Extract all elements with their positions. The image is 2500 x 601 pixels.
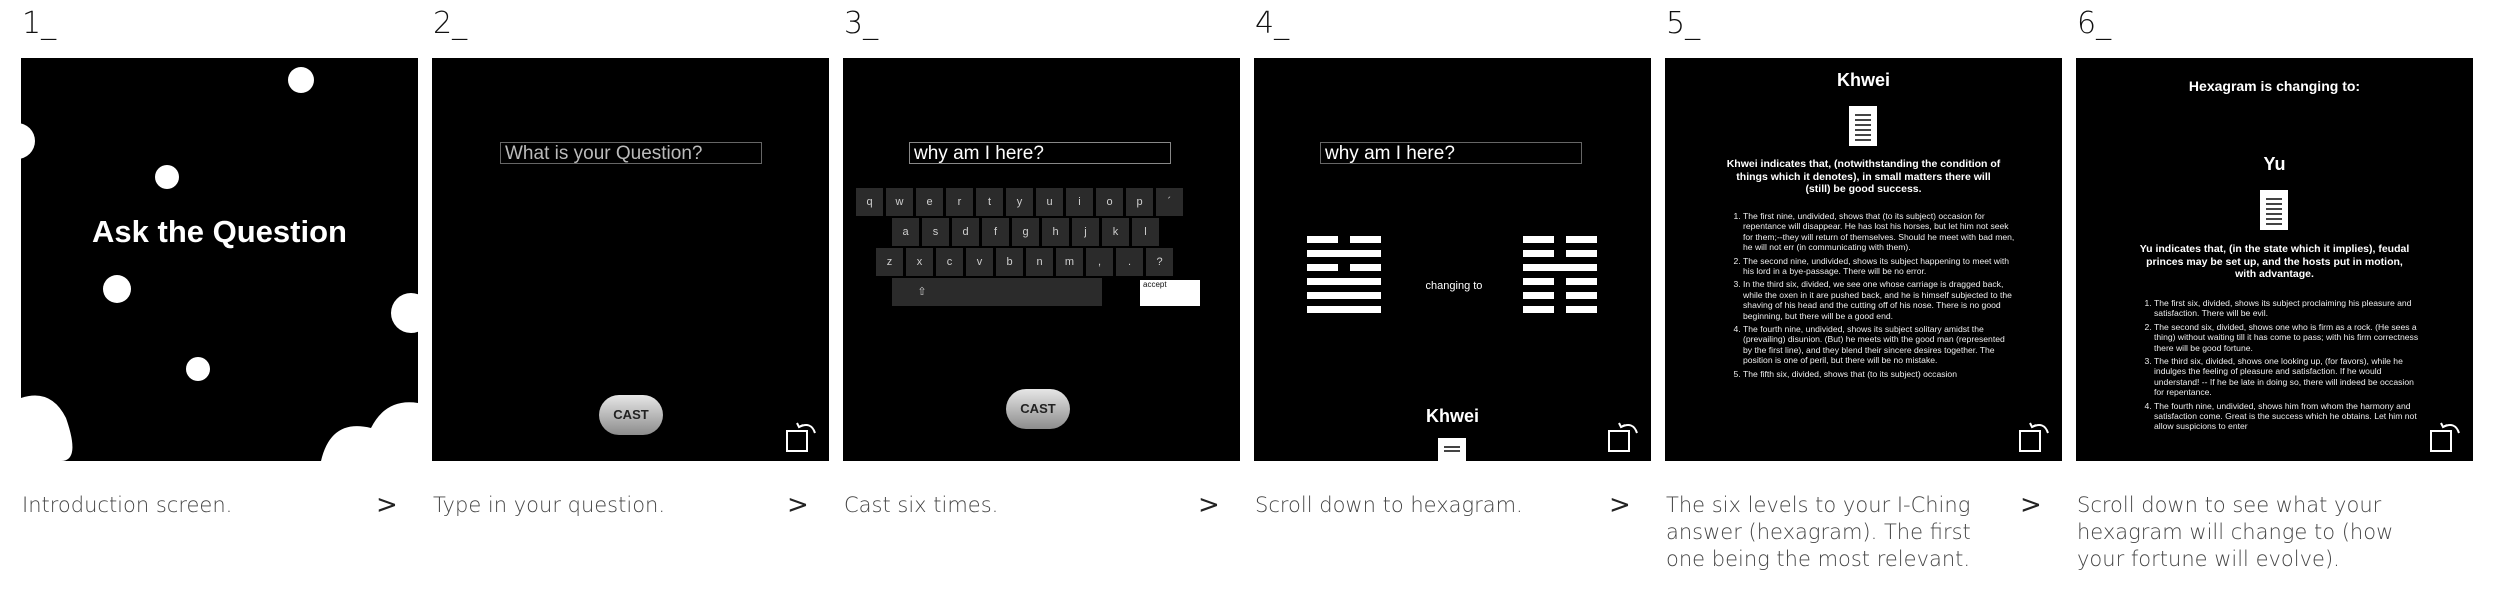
keyboard-key[interactable]: b [996,248,1023,276]
caption-3: Cast six times. [844,493,999,517]
hexagram-summary: Yu indicates that, (in the state which it implies), feudal princes may be set up, and the hosts put in motion, with advantage. [2139,243,2410,280]
caption-6: Scroll down to see what your hexagram will change to (how your fortune will evolve). [2077,493,2394,571]
keyboard-key[interactable]: y [1006,188,1033,216]
line-readings [1725,211,2015,382]
hexagram-screen [1254,58,1651,461]
line-reading-item: 3. In the third six, divided, we see one whose carriage is dragged back, while the oxen in it are pushed back, and he is himself subjected to the shaving of his head and the cutting off of his nose. There is no good beginning, but there will be a good end. [1743,279,2015,321]
keyboard-key[interactable]: i [1066,188,1093,216]
keyboard-key[interactable]: x [906,248,933,276]
keyboard-key[interactable]: k [1102,218,1129,246]
hexagram-title: Khwei [1836,70,1890,90]
caption-5: The six levels to your I-Ching answer (hexagram). The first one being the most relevant. [1666,493,1971,571]
accept-key[interactable]: accept [1140,280,1200,306]
keyboard-key[interactable]: q [856,188,883,216]
line-reading-item: 5. The fifth six, divided, shows that (to its subject) occasion [1743,369,2015,379]
keyboard-key[interactable]: r [946,188,973,216]
keyboard-key[interactable]: j [1072,218,1099,246]
keyboard-key[interactable]: ? [1146,248,1173,276]
line-reading-item: 3. The third six, divided, shows one looking up, (for favors), while he indulges the feeling of pleasure and satisfaction. If he would understand! -- If he be late in doing so, there will indeed be occasion for repentance. [2154,356,2426,398]
keyboard-key[interactable]: z [876,248,903,276]
keyboard-key[interactable]: t [976,188,1003,216]
bubble-background [21,58,418,461]
next-arrow[interactable]: > [376,490,398,520]
line-reading-item: 1. The first six, divided, shows its subject proclaiming his pleasure and satisfaction. There will be evil. [2154,298,2426,319]
keyboard-key[interactable]: . [1116,248,1143,276]
changing-label: changing to [1425,280,1483,292]
panel-number: 5_ [1666,6,1701,41]
keyboard-key[interactable]: , [1086,248,1113,276]
panel-number: 2_ [433,6,468,41]
keyboard-key[interactable]: e [916,188,943,216]
keyboard-key[interactable]: l [1132,218,1159,246]
question-input[interactable]: why am I here? [909,142,1171,164]
next-arrow[interactable]: > [2020,490,2042,520]
line-reading-item: 4. The fourth nine, undivided, shows its subject solitary amidst the (prevailing) disunion. (But) he meets with the good man (represented by the first line), and they blend their sincere desires together. The position is one of peril, but there will be no mistake. [1743,324,2015,366]
keyboard-key[interactable]: d [952,218,979,246]
question-input[interactable]: why am I here? [1320,142,1582,164]
rotate-icon[interactable] [2429,419,2463,453]
keyboard-key[interactable]: a [892,218,919,246]
space-key[interactable] [952,278,1102,306]
hexagram-summary: Khwei indicates that, (notwithstanding the condition of things which it denotes), in small matters there will (still) be good success. [1726,158,2001,195]
caption-2: Type in your question. [433,493,666,517]
keyboard-key[interactable]: f [982,218,1009,246]
next-arrow[interactable]: > [787,490,809,520]
hexagram-card-icon [1438,438,1466,461]
keyboard-key[interactable]: o [1096,188,1123,216]
keyboard-key[interactable]: c [936,248,963,276]
line-reading-item: 1. The first nine, undivided, shows that (to its subject) occasion for repentance will disappear. He has lost his horses, but let him not seek for them;--they will return of themselves. Should he meet with bad men, he will not err (in communicating with them). [1743,211,2015,253]
intro-title: Ask the Question [92,214,347,249]
line-reading-item: 2. The second six, divided, shows one who is firm as a rock. (He sees a thing) without waiting till it has come to pass; with his firm correctness there will be good fortune. [2154,322,2426,353]
keyboard-key[interactable]: ´ [1156,188,1183,216]
rotate-icon[interactable] [2018,419,2052,453]
shift-key[interactable]: ⇧ [892,278,952,306]
hexagram-card-icon [1849,106,1877,146]
keyboard-key[interactable]: p [1126,188,1153,216]
keyboard-key[interactable]: g [1012,218,1039,246]
question-screen [432,58,829,461]
caption-1: Introduction screen. [22,493,233,517]
keyboard-key[interactable]: v [966,248,993,276]
next-arrow[interactable]: > [1198,490,1220,520]
onscreen-keyboard [856,188,1236,318]
cast-screen [843,58,1240,461]
cast-button[interactable]: CAST [1006,389,1070,429]
changing-hexagram [1523,236,1597,320]
rotate-icon[interactable] [1607,419,1641,453]
next-arrow[interactable]: > [1609,490,1631,520]
changing-title: Hexagram is changing to: [2188,78,2361,94]
caption-4: Scroll down to hexagram. [1255,493,1523,517]
panel-number: 1_ [22,6,57,41]
rotate-icon[interactable] [785,419,819,453]
keyboard-key[interactable]: s [922,218,949,246]
keyboard-key[interactable]: m [1056,248,1083,276]
current-hexagram [1307,236,1381,320]
hexagram-name: Yu [2263,154,2286,174]
hexagram-card-icon [2260,190,2288,230]
keyboard-key[interactable]: w [886,188,913,216]
reading-screen[interactable] [1665,58,2062,461]
question-input[interactable]: What is your Question? [500,142,762,164]
line-reading-item: 2. The second nine, undivided, shows its subject happening to meet with his lord in a bye-passage. There will be no error. [1743,256,2015,277]
panel-number: 3_ [844,6,879,41]
line-reading-item: 4. The fourth nine, undivided, shows him from whom the harmony and satisfaction come. Great is the success which he obtains. Let him not allow suspicions to enter [2154,401,2426,432]
panel-number: 4_ [1255,6,1290,41]
line-readings [2136,298,2426,435]
keyboard-key[interactable]: h [1042,218,1069,246]
intro-screen[interactable] [21,58,418,461]
keyboard-key[interactable]: u [1036,188,1063,216]
cast-button[interactable]: CAST [599,395,663,435]
change-screen[interactable] [2076,58,2473,461]
hexagram-name: Khwei [1425,406,1479,426]
keyboard-key[interactable]: n [1026,248,1053,276]
panel-number: 6_ [2077,6,2112,41]
